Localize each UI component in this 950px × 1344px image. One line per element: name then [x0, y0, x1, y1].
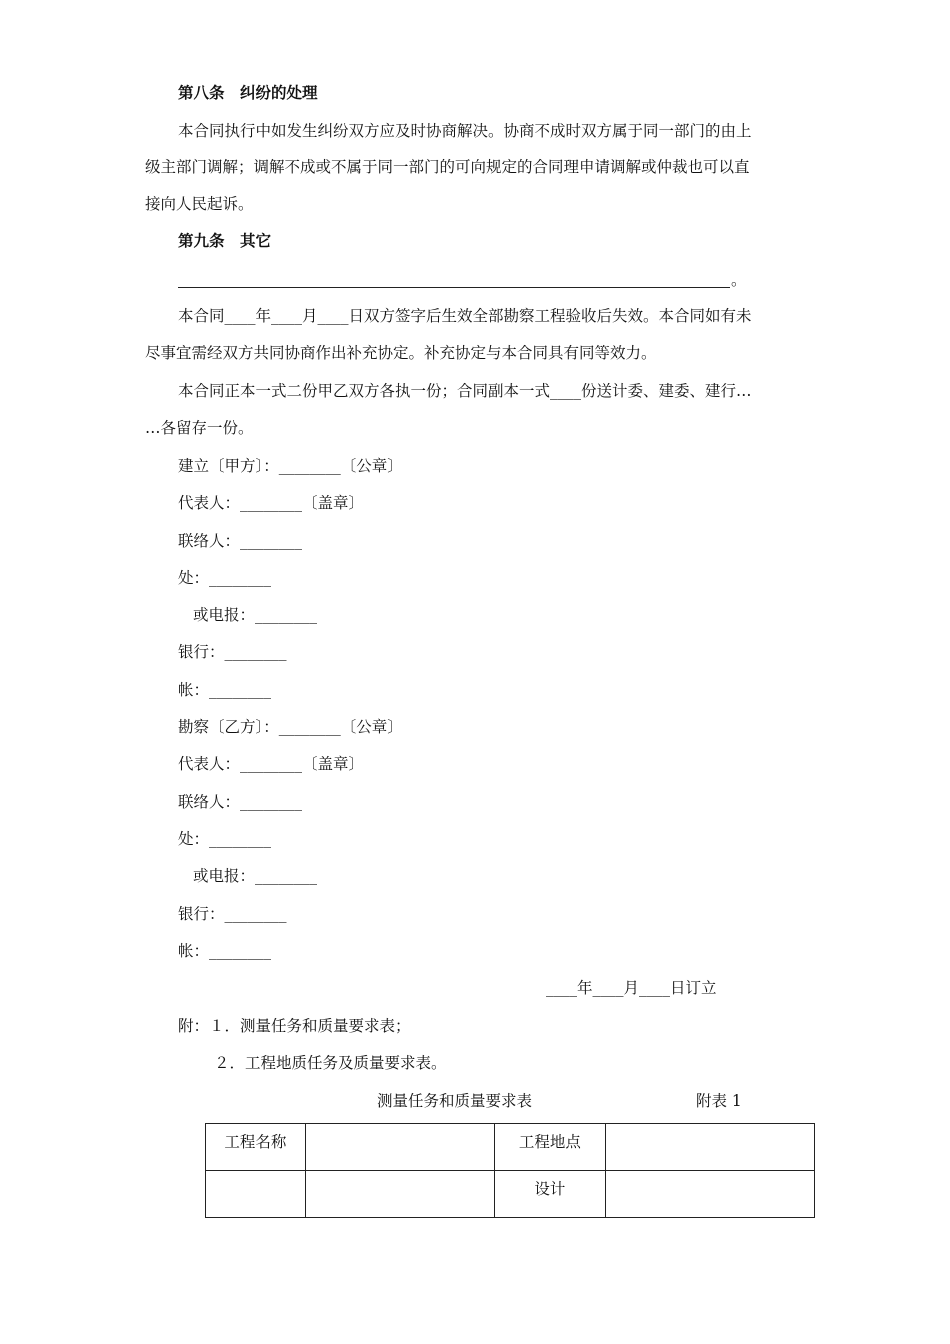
party-b-address: 处：________: [178, 830, 272, 848]
article8-line-2: 级主部门调解；调解不成或不属于同一部门的可向规定的合同理申请调解或仲裁也可以直: [145, 158, 750, 176]
effect-line-1: 本合同____年____月____日双方签字后生效全部勘察工程验收后失效。本合同如有未: [178, 307, 752, 325]
party-b-telegram: 或电报：________: [193, 867, 318, 885]
table-cell: [206, 1171, 306, 1218]
effect-line-2: 尽事宜需经双方共同协商作出补充协定。补充协定与本合同具有同等效力。: [145, 344, 657, 362]
party-a-telegram: 或电报：________: [193, 606, 318, 624]
copies-line-1: 本合同正本一式二份甲乙双方各执一份；合同副本一式____份送计委、建委、建行…: [178, 382, 752, 400]
table-label: 附表 1: [696, 1092, 742, 1110]
table-cell: [606, 1171, 815, 1218]
party-a-bank: 银行：________: [178, 643, 287, 661]
table-row: [206, 1124, 815, 1171]
requirements-table: [205, 1123, 815, 1218]
table-cell: [305, 1171, 494, 1218]
article8-line-1: 本合同执行中如发生纠纷双方应及时协商解决。协商不成时双方属于同一部门的由上: [178, 122, 752, 140]
table-cell: 设计: [494, 1171, 606, 1218]
party-b-rep: 代表人：________〔盖章〕: [178, 755, 365, 773]
party-a-rep: 代表人：________〔盖章〕: [178, 494, 365, 512]
table-cell: 工程名称: [206, 1124, 306, 1171]
blank-fill-line: [178, 287, 730, 288]
blank-fill-end: 。: [731, 271, 747, 289]
party-a-contact: 联络人：________: [178, 532, 303, 550]
copies-line-2: …各留存一份。: [145, 419, 254, 437]
party-b-contact: 联络人：________: [178, 793, 303, 811]
table-cell: [305, 1124, 494, 1171]
table-cell: [606, 1124, 815, 1171]
article9-heading: 第九条 其它: [178, 231, 272, 250]
party-b-bank: 银行：________: [178, 905, 287, 923]
signing-date: ____年____月____日订立: [546, 979, 717, 997]
attachment-1: 附：１．测量任务和质量要求表；: [178, 1017, 411, 1035]
table-row: [206, 1171, 815, 1218]
article8-heading: 第八条 纠纷的处理: [178, 83, 318, 102]
article8-line-3: 接向人民起诉。: [145, 195, 254, 213]
table-cell: 工程地点: [494, 1124, 606, 1171]
attachment-2: ２．工程地质任务及质量要求表。: [214, 1054, 447, 1072]
table-title: 测量任务和质量要求表: [377, 1092, 533, 1110]
party-a-address: 处：________: [178, 569, 272, 587]
party-a-name: 建立〔甲方〕：________〔公章〕: [178, 457, 403, 475]
party-b-name: 勘察〔乙方〕：________〔公章〕: [178, 718, 403, 736]
party-b-account: 帐：________: [178, 942, 272, 960]
party-a-account: 帐：________: [178, 681, 272, 699]
